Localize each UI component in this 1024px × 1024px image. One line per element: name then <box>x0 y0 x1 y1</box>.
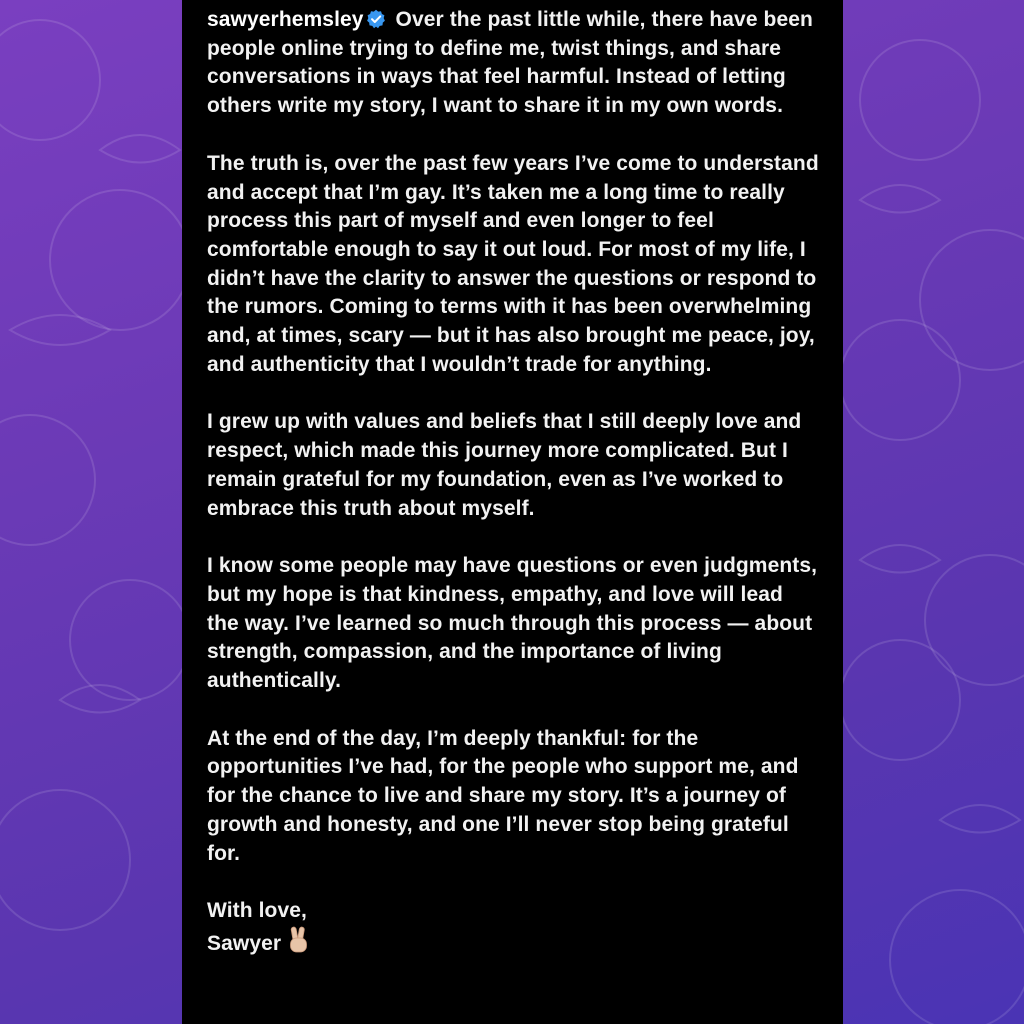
caption-paragraph-4: I know some people may have questions or even judgments, but my hope is that kindness, empathy, and love will lead the way. I’ve learned so much through this process — about strength, compassion, and the importance of living authentically. <box>207 554 818 693</box>
caption-paragraph-1 <box>207 6 819 121</box>
caption-paragraph-2: The truth is, over the past few years I’ve come to understand and accept that I’m gay. It’s taken me a long time to really process this part of myself and even longer to feel comfortable enough to say it out loud. For most of my life, I didn’t have the clarity to answer the questions or respond to the rumors. Coming to terms with it has been overwhelming and, at times, scary — but it has also brought me peace, joy, and authenticity that I wouldn’t trade for anything. <box>207 151 819 376</box>
caption-card <box>182 0 843 1024</box>
signature-name: Sawyer <box>207 931 282 955</box>
signature-block <box>207 897 819 962</box>
verified-badge-icon <box>366 9 386 29</box>
peace-hand-icon <box>287 926 311 963</box>
caption-paragraph-3: I grew up with values and beliefs that I still deeply love and respect, which made this journey more complicated. But I remain grateful for my foundation, even as I’ve worked to embrace this truth about myself. <box>207 410 802 520</box>
signature-line <box>207 926 819 963</box>
username-link[interactable]: sawyerhemsley <box>207 8 364 31</box>
caption-text: Over the past little while, there have been people online trying to define me, twist things, and share conversations in ways that feel harmful. Instead of letting others write my story, I want to share it in my own words. <box>207 8 813 118</box>
signoff-text: With love, <box>207 899 307 923</box>
caption-paragraph-5: At the end of the day, I’m deeply thankful: for the opportunities I’ve had, for the people who support me, and for the chance to live and share my story. It’s a journey of growth and honesty, and one I’ll never stop being grateful for. <box>207 726 799 865</box>
